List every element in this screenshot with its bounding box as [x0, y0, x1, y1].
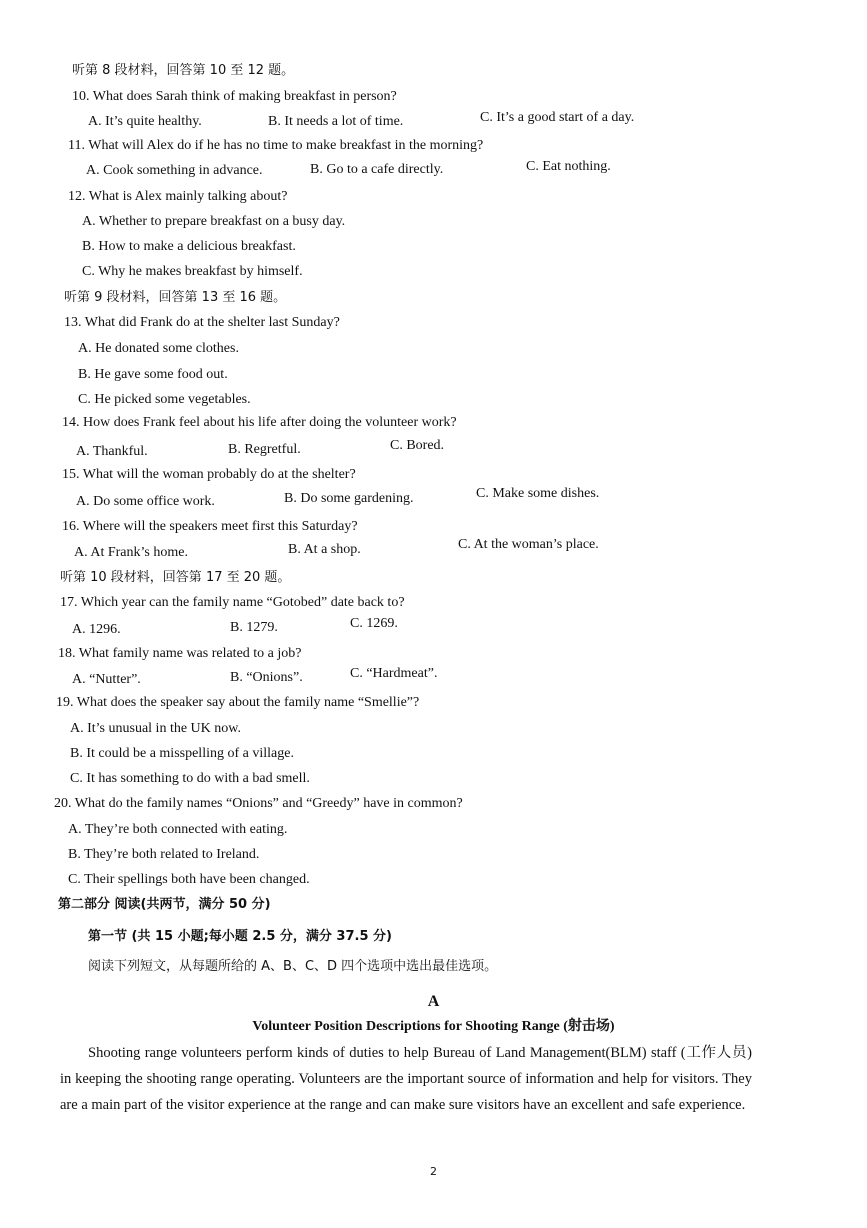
question-14-stem: 14. How does Frank feel about his life after doing the volunteer work?	[62, 415, 457, 430]
question-11-option-a: A. Cook something in advance.	[86, 163, 263, 178]
section-9-heading: 听第 9 段材料，回答第 13 至 16 题。	[64, 290, 287, 305]
question-12-option-c: C. Why he makes breakfast by himself.	[82, 264, 303, 279]
question-20-option-a: A. They’re both connected with eating.	[68, 822, 288, 837]
question-16-option-a: A. At Frank’s home.	[74, 545, 188, 560]
question-14-option-a: A. Thankful.	[76, 444, 148, 459]
question-13-stem: 13. What did Frank do at the shelter last Sunday?	[64, 315, 340, 330]
question-14-option-b: B. Regretful.	[228, 442, 301, 457]
question-16-option-c: C. At the woman’s place.	[458, 537, 599, 552]
question-15-option-a: A. Do some office work.	[76, 494, 215, 509]
question-13-option-b: B. He gave some food out.	[78, 367, 228, 382]
section-1-heading: 第一节 (共 15 小题;每小题 2.5 分，满分 37.5 分)	[88, 929, 392, 944]
question-19-option-a: A. It’s unusual in the UK now.	[70, 721, 241, 736]
question-17-option-b: B. 1279.	[230, 620, 278, 635]
question-18-option-c: C. “Hardmeat”.	[350, 666, 438, 681]
question-17-option-a: A. 1296.	[72, 622, 121, 637]
section-10-heading: 听第 10 段材料，回答第 17 至 20 题。	[60, 570, 291, 585]
question-12-option-b: B. How to make a delicious breakfast.	[82, 239, 296, 254]
question-17-stem: 17. Which year can the family name “Gotobed” date back to?	[60, 595, 405, 610]
question-19-option-b: B. It could be a misspelling of a village.	[70, 746, 294, 761]
question-15-stem: 15. What will the woman probably do at the shelter?	[62, 467, 356, 482]
question-19-option-c: C. It has something to do with a bad smell.	[70, 771, 310, 786]
question-12-stem: 12. What is Alex mainly talking about?	[68, 189, 288, 204]
passage-title: Volunteer Position Descriptions for Shooting Range (射击场)	[252, 1019, 615, 1034]
question-16-option-b: B. At a shop.	[288, 542, 361, 557]
passage-letter: A	[427, 993, 440, 1010]
question-11-option-c: C. Eat nothing.	[526, 159, 611, 174]
question-18-stem: 18. What family name was related to a job?	[58, 646, 302, 661]
question-11-stem: 11. What will Alex do if he has no time to make breakfast in the morning?	[68, 138, 484, 153]
question-13-option-c: C. He picked some vegetables.	[78, 392, 251, 407]
reading-instruction: 阅读下列短文，从每题所给的 A、B、C、D 四个选项中选出最佳选项。	[88, 959, 498, 974]
question-15-option-c: C. Make some dishes.	[476, 486, 600, 501]
page-number: 2	[430, 1165, 437, 1178]
part-2-heading: 第二部分 阅读(共两节，满分 50 分)	[58, 897, 271, 912]
passage-paragraph: Shooting range volunteers perform kinds of duties to help Bureau of Land Management(BLM) staff (工作人员) in keeping the shooting range operating. Volunteers are the important source of information and help for visitors. They are a main part of the visitor experience at the range and can make sure visitors have an excellent and safe experience.	[60, 1045, 752, 1113]
question-19-stem: 19. What does the speaker say about the family name “Smellie”?	[56, 695, 420, 710]
question-11-option-b: B. Go to a cafe directly.	[310, 162, 444, 177]
question-10-option-a: A. It’s quite healthy.	[88, 114, 202, 129]
question-10-stem: 10. What does Sarah think of making breakfast in person?	[72, 89, 397, 104]
question-13-option-a: A. He donated some clothes.	[78, 341, 239, 356]
question-20-option-c: C. Their spellings both have been changed.	[68, 872, 310, 887]
question-15-option-b: B. Do some gardening.	[284, 491, 414, 506]
section-8-heading: 听第 8 段材料，回答第 10 至 12 题。	[72, 63, 295, 78]
question-14-option-c: C. Bored.	[390, 438, 445, 453]
question-18-option-b: B. “Onions”.	[230, 670, 303, 685]
question-16-stem: 16. Where will the speakers meet first this Saturday?	[62, 519, 358, 534]
question-20-option-b: B. They’re both related to Ireland.	[68, 847, 260, 862]
question-20-stem: 20. What do the family names “Onions” and “Greedy” have in common?	[54, 796, 463, 811]
question-10-option-b: B. It needs a lot of time.	[268, 114, 404, 129]
question-18-option-a: A. “Nutter”.	[72, 672, 141, 687]
question-12-option-a: A. Whether to prepare breakfast on a busy day.	[82, 214, 346, 229]
question-10-option-c: C. It’s a good start of a day.	[480, 110, 635, 125]
question-17-option-c: C. 1269.	[350, 616, 398, 631]
